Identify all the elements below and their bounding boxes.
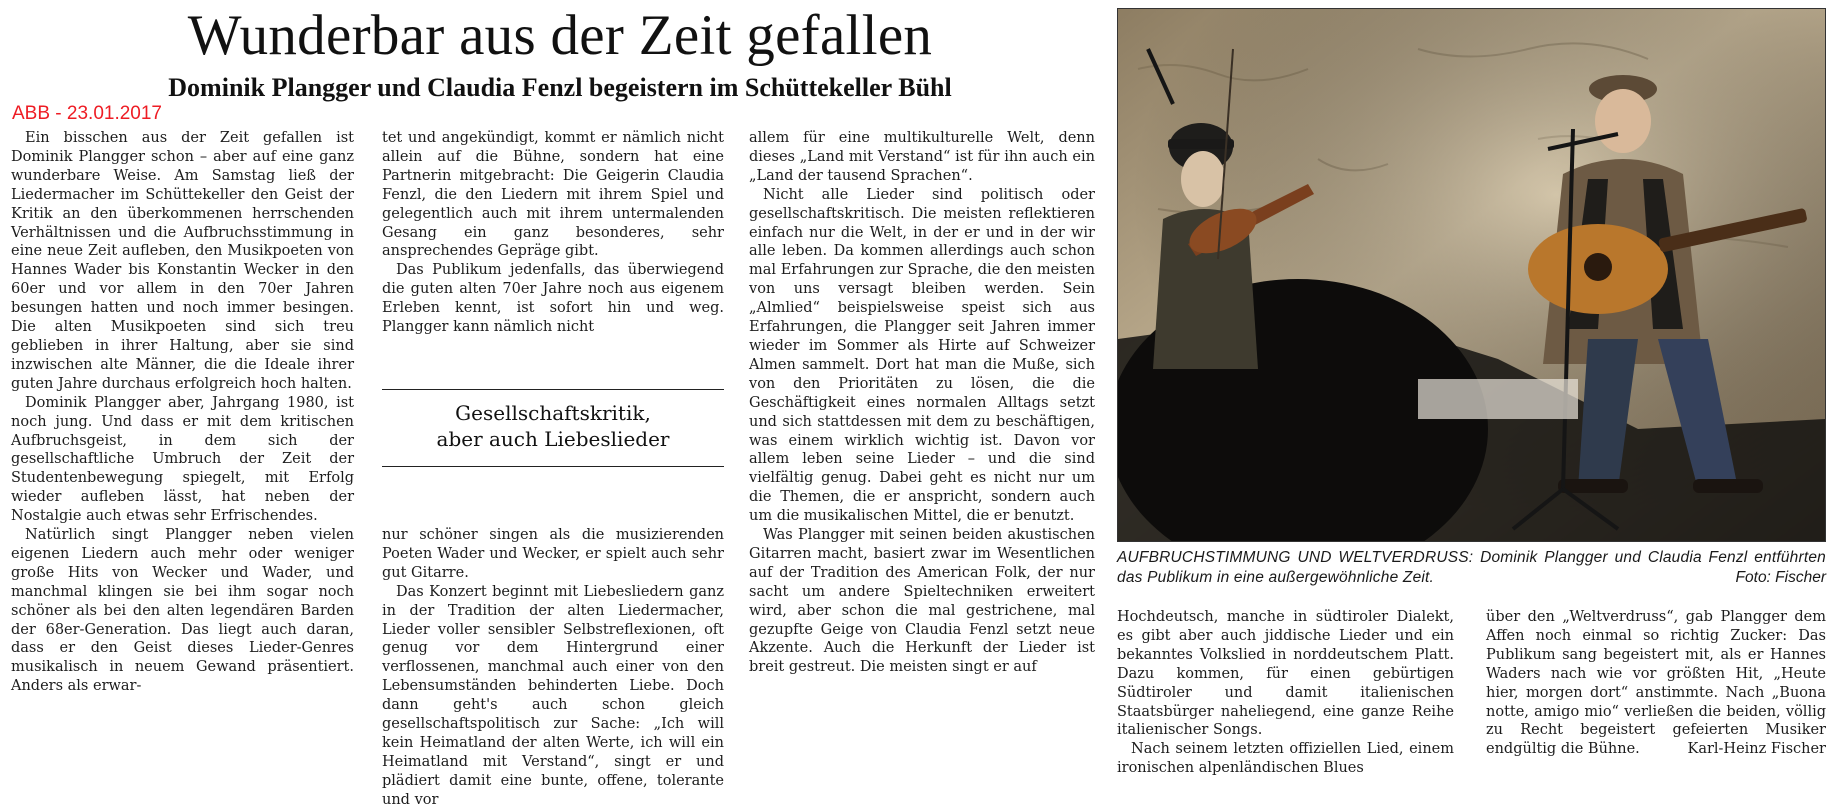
article-column-2-top — [382, 129, 724, 337]
article-column-4 — [1117, 608, 1454, 778]
caption-text: AUFBRUCHSTIMMUNG UND WELTVERDRUSS: Dominik Plangger und Claudia Fenzl entführten das Publikum in eine außergewöhnliche Zeit. — [1117, 549, 1826, 586]
paragraph: Ein bisschen aus der Zeit gefallen ist Dominik Plangger schon – aber auf eine ganz wunderbare Weise. Am Samstag ließ der Liedermacher im Schüttekeller den Geist der Kritik an den überkommenen herrschenden Verhältnissen und die Aufbruchsstimmung in eine neue Zeit aufleben, den Musikpoeten von Hannes Wader bis Konstantin Wecker in den 60er und vor allem in den 70er Jahren besungen hatten und noch immer besingen. Die alten Musikpoeten sind sich treu geblieben in ihrer Haltung, aber sie sind inzwischen alte Männer, die die Ideale ihrer guten Jahre durchaus erfolgreich hoch halten. — [11, 130, 354, 392]
article-column-1 — [11, 129, 354, 696]
photo-credit: Foto: Fischer — [1735, 569, 1826, 586]
paragraph: allem für eine multikulturelle Welt, denn dieses „Land mit Verstand“ ist für ihn auch ein „Land der tausend Sprachen“. — [749, 130, 1095, 184]
photo-caption — [1117, 548, 1826, 588]
intertitle — [382, 400, 724, 452]
intertitle-line: aber auch Liebeslieder — [436, 427, 670, 451]
paragraph: Hochdeutsch, manche in südtiroler Dialekt, es gibt aber auch jiddische Lieder und ein bekanntes Volkslied in norddeutschem Platt. Dazu kommen, für einen gebürtigen Südtiroler und damit italienischen Staatsbürger naheliegend, eine ganze Reihe italienischer Songs. — [1117, 609, 1454, 739]
intertitle-rule-top — [382, 389, 724, 390]
paragraph: Nach seinem letzten offiziellen Lied, einem ironischen alpenländischen Blues — [1117, 741, 1454, 777]
paragraph: Das Publikum jedenfalls, das überwiegend die guten alten 70er Jahre noch aus eigenem Erleben kennt, ist sofort hin und weg. Plangger kann nämlich nicht — [382, 262, 724, 336]
paragraph: tet und angekündigt, kommt er nämlich nicht allein auf die Bühne, sondern hat eine Partnerin mitgebracht: Die Geigerin Claudia Fenzl, die den Liedern mit ihrem Spiel und gelegentlich auch mit ihrem untermalenden Gesang ein ganz besonderes, sehr ansprechendes Gepräge gibt. — [382, 130, 724, 260]
headline: Wunderbar aus der Zeit gefallen — [187, 4, 933, 67]
paragraph — [1486, 608, 1826, 759]
paragraph: Nicht alle Lieder sind politisch oder gesellschaftskritisch. Die meisten reflektieren einfach nur die Welt, in der er und in der wir alle leben. Da kommen allerdings auch schon mal Erfahrungen zur Sprache, die den meisten von uns versagt bleiben werden. Sein „Almlied“ beispielsweise speist sich aus Erfahrungen, die Plangger seit Jahren immer wieder im Sommer als Hirte auf Schweizer Almen sammelt. Dort hat man die Muße, sich von den Prioritäten zu lösen, die die Geschäftigkeit eines normalen Alltags setzt und sich stattdessen mit dem zu beschäftigen, was einem wirklich wichtig ist. Davon vor allem leben seine Lieder – und die sind vielfältig genug. Dabei geht es nicht nur um die Themen, die er anspricht, sondern auch um die musikalischen Mittel, die er benutzt. — [749, 186, 1095, 525]
intertitle-rule-bottom — [382, 466, 724, 467]
paragraph: Was Plangger mit seinen beiden akustischen Gitarren macht, basiert zwar im Wesentlichen auf der Tradition des American Folk, der nur sacht um andere Spieltechniken erweitert wird, aber schon die mal gestrichene, mal gezupfte Geige von Claudia Fenzl setzt neue Akzente. Auch die Herkunft der Lieder ist breit gestreut. Die meisten singt er auf — [749, 527, 1095, 676]
article-column-3 — [749, 129, 1095, 677]
paragraph: Dominik Plangger aber, Jahrgang 1980, ist noch jung. Und dass er mit dem kritischen Aufbruchsgeist, in dem sich der gesellschaftliche Umbruch der Zeit der Studentenbewegung spiegelt, mit Erfolg wieder aufleben lässt, hat neben der Nostalgie auch etwas sehr Erfrischendes. — [11, 394, 354, 525]
archive-date-stamp: ABB - 23.01.2017 — [12, 103, 162, 124]
article-column-5 — [1486, 608, 1826, 759]
paragraph-text: über den „Weltverdruss“, gab Plangger dem Affen noch einmal so richtig Zucker: Das Publikum sang begeistert mit, als er Hannes Waders nach wie vor größten Hit, „Heute hier, morgen dort“ anstimmte. Nach „Buona notte, amigo mio“ verließen die beiden, völlig zu Recht begeistert gefeierten Musiker endgültig die Bühne. — [1486, 609, 1826, 758]
concert-photo-illustration — [1118, 9, 1825, 541]
intertitle-line: Gesellschaftskritik, — [455, 401, 651, 425]
author-signature: Karl-Heinz Fischer — [1687, 741, 1826, 758]
subheadline: Dominik Plangger und Claudia Fenzl begeistern im Schüttekeller Bühl — [168, 73, 952, 102]
paragraph: Natürlich singt Plangger neben vielen eigenen Liedern auch mehr oder weniger große Hits von Wecker und Wader, und manchmal klingen sie bei ihm sogar noch schöner als bei den alten legendären Barden der 68er-Generation. Das liegt auch daran, dass er den Geist dieses Lieder-Genres musikalisch in neuem Gewand präsentiert. Anders als erwar- — [11, 527, 354, 695]
paragraph: Das Konzert beginnt mit Liebesliedern ganz in der Tradition der alten Liedermacher, Lieder voller sensibler Selbstreflexionen, oft genug vor dem Hintergrund einer verflossenen, manchmal auch einer von den Lebensumständen behinderten Liebe. Doch dann geht's auch schon gleich gesellschaftspolitisch zur Sache: „Ich will kein Heimatland der alten Werte, ich will ein Heimatland mit Verstand“, singt er und plädiert damit eine bunte, offene, tolerante und vor — [382, 583, 724, 808]
paragraph: nur schöner singen als die musizierenden Poeten Wader und Wecker, er spielt auch sehr gut Gitarre. — [382, 527, 724, 581]
concert-photo — [1117, 8, 1826, 542]
article-column-2-bottom — [382, 526, 724, 810]
